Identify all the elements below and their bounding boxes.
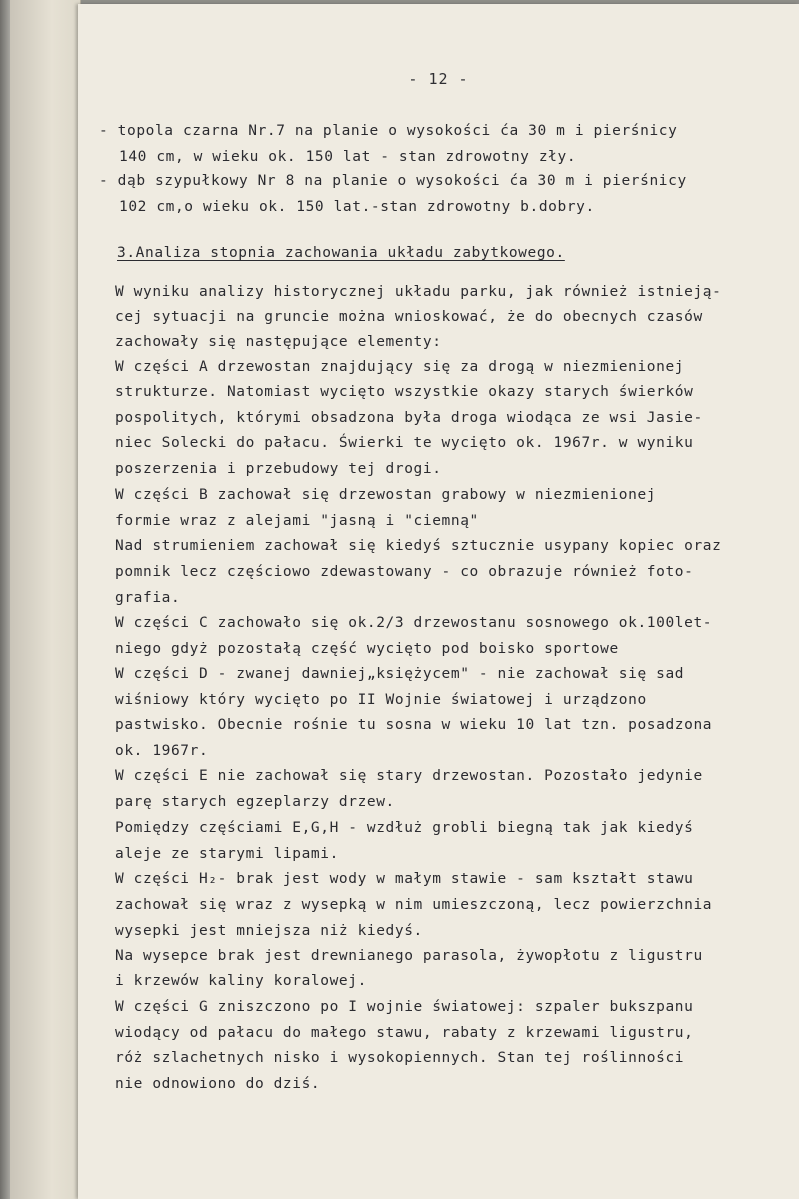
text-line: cej sytuacji na gruncie można wnioskować, że do obecnych czasów <box>115 309 703 325</box>
text-line: wiodący od pałacu do małego stawu, rabaty z krzewami ligustru, <box>115 1025 694 1041</box>
text-line: W wyniku analizy historycznej układu parku, jak również istnieją- <box>115 284 722 300</box>
text-line: niego gdyż pozostałą część wycięto pod boisko sportowe <box>115 641 619 657</box>
text-line: 140 cm, w wieku ok. 150 lat - stan zdrowotny zły. <box>119 149 577 165</box>
text-line: ok. 1967r. <box>115 743 209 759</box>
text-line: Na wysepce brak jest drewnianego parasola, żywopłotu z ligustru <box>115 948 703 964</box>
text-line: - topola czarna Nr.7 na planie o wysokości ća 30 m i pierśnicy <box>99 123 678 139</box>
text-line: 102 cm,o wieku ok. 150 lat.-stan zdrowotny b.dobry. <box>119 199 595 215</box>
text-line: wysepki jest mniejsza niż kiedyś. <box>115 923 423 939</box>
text-line: zachował się wraz z wysepką w nim umieszczoną, lecz powierzchnia <box>115 897 713 913</box>
text-line: aleje ze starymi lipami. <box>115 846 339 862</box>
text-line: strukturze. Natomiast wycięto wszystkie okazy starych świerków <box>115 384 694 400</box>
underlying-page-edge <box>10 0 81 1199</box>
text-line: parę starych egzeplarzy drzew. <box>115 794 395 810</box>
text-line: pospolitych, którymi obsadzona była droga wiodąca ze wsi Jasie- <box>115 410 703 426</box>
text-line: W części G zniszczono po I wojnie światowej: szpaler bukszpanu <box>115 999 694 1015</box>
page-number: - 12 - <box>408 70 469 88</box>
text-line: W części H₂- brak jest wody w małym stawie - sam kształt stawu <box>115 871 694 887</box>
text-line: W części E nie zachował się stary drzewostan. Pozostało jedynie <box>115 768 703 784</box>
text-line: W części D - zwanej dawniej„księżycem" - nie zachował się sad <box>115 666 685 682</box>
text-line: W części B zachował się drzewostan grabowy w niezmienionej <box>115 487 657 503</box>
text-line: W części C zachowało się ok.2/3 drzewostanu sosnowego ok.100let- <box>115 615 713 631</box>
text-line: niec Solecki do pałacu. Świerki te wycięto ok. 1967r. w wyniku <box>115 435 694 451</box>
text-line: nie odnowiono do dziś. <box>115 1076 321 1092</box>
text-line: W części A drzewostan znajdujący się za drogą w niezmienionej <box>115 359 685 375</box>
text-line: formie wraz z alejami "jasną i "ciemną" <box>115 513 479 529</box>
text-line: pastwisko. Obecnie rośnie tu sosna w wieku 10 lat tzn. posadzona <box>115 717 713 733</box>
text-line: wiśniowy który wycięto po II Wojnie światowej i urządzono <box>115 692 647 708</box>
text-line: i krzewów kaliny koralowej. <box>115 973 367 989</box>
text-line: grafia. <box>115 590 181 606</box>
text-line: - dąb szypułkowy Nr 8 na planie o wysokości ća 30 m i pierśnicy <box>99 173 687 189</box>
text-line: poszerzenia i przebudowy tej drogi. <box>115 461 442 477</box>
text-line: Nad strumieniem zachował się kiedyś sztucznie usypany kopiec oraz <box>115 538 722 554</box>
text-line: Pomiędzy częściami E,G,H - wzdłuż grobli biegną tak jak kiedyś <box>115 820 694 836</box>
text-line: zachowały się następujące elementy: <box>115 334 442 350</box>
text-line: pomnik lecz częściowo zdewastowany - co obrazuje również foto- <box>115 564 694 580</box>
section-heading: 3.Analiza stopnia zachowania układu zabytkowego. <box>117 245 565 261</box>
text-line: róż szlachetnych nisko i wysokopiennych. Stan tej roślinności <box>115 1050 685 1066</box>
document-page <box>78 4 799 1199</box>
